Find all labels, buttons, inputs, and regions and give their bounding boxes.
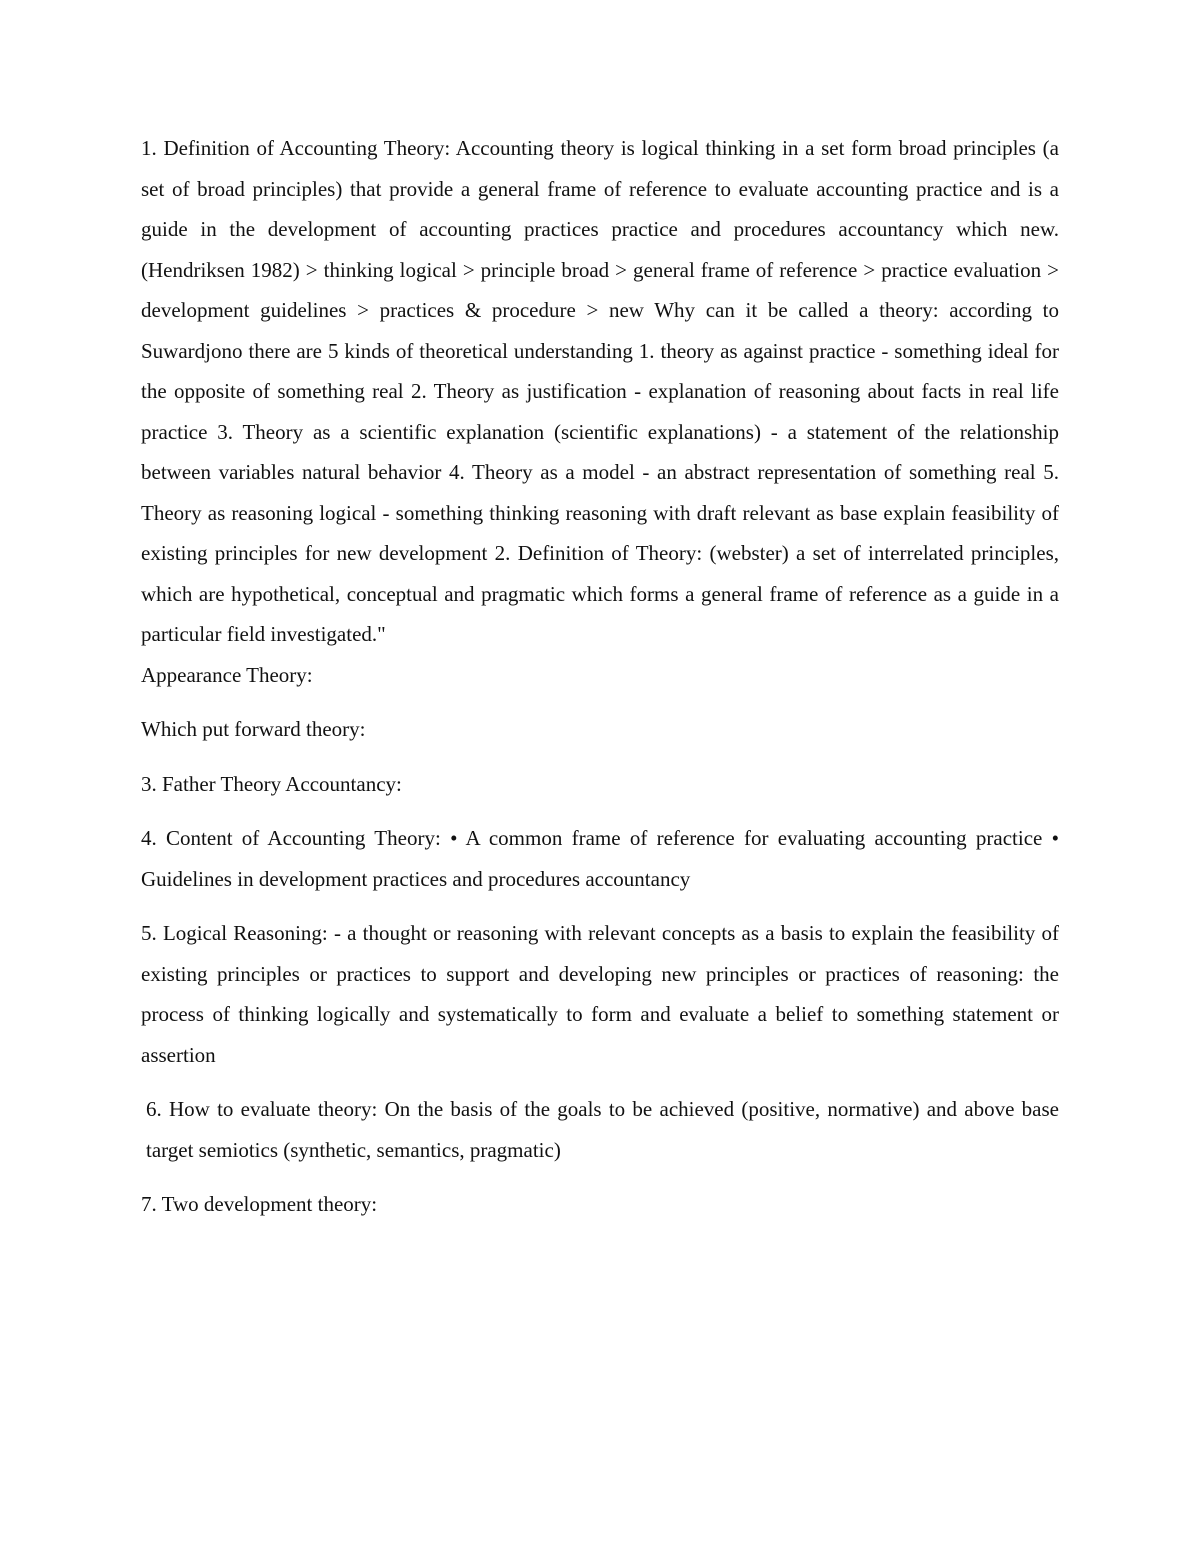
paragraph-definition-accounting-theory: 1. Definition of Accounting Theory: Accounting theory is logical thinking in a set form broad principles (a set of broad principles) that provide a general frame of reference to evaluate accounting practice and is a guide in the development of accounting practices practice and procedures accountancy which new. (Hendriksen 1982) > thinking logical > principle broad > general frame of reference > practice evaluation > development guidelines > practices & procedure > new Why can it be called a theory: according to Suwardjono there are 5 kinds of theoretical understanding 1. theory as against practice - something ideal for the opposite of something real 2. Theory as justification - explanation of reasoning about facts in real life practice 3. Theory as a scientific explanation (scientific explanations) - a statement of the relationship between variables natural behavior 4. Theory as a model - an abstract representation of something real 5. Theory as reasoning logical - something thinking reasoning with draft relevant as base explain feasibility of existing principles for new development 2. Definition of Theory: (webster) a set of interrelated principles, which are hypothetical, conceptual and pragmatic which forms a general frame of reference as a guide in a particular field investigated."	[141, 136, 1059, 646]
paragraph-content-of-accounting-theory: 4. Content of Accounting Theory: • A common frame of reference for evaluating accounting practice • Guidelines in development practices and procedures accountancy	[141, 826, 1059, 891]
paragraph-father-theory: 3. Father Theory Accountancy:	[141, 771, 402, 796]
paragraph-which-put-forward: Which put forward theory:	[141, 717, 366, 741]
paragraph-how-to-evaluate-theory: 6. How to evaluate theory: On the basis of the goals to be achieved (positive, normative) and above base target semiotics (synthetic, semantics, pragmatic)	[146, 1097, 1059, 1162]
paragraph-two-development-theory: 7. Two development theory:	[141, 1192, 378, 1216]
paragraph-appearance-theory: Appearance Theory:	[141, 662, 313, 687]
paragraph-logical-reasoning: 5. Logical Reasoning: - a thought or reasoning with relevant concepts as a basis to explain the feasibility of existing principles or practices to support and developing new principles or practices of reasoning: the process of thinking logically and systematically to form and evaluate a belief to something statement or assertion	[141, 921, 1059, 1067]
document-body	[141, 128, 1059, 1225]
